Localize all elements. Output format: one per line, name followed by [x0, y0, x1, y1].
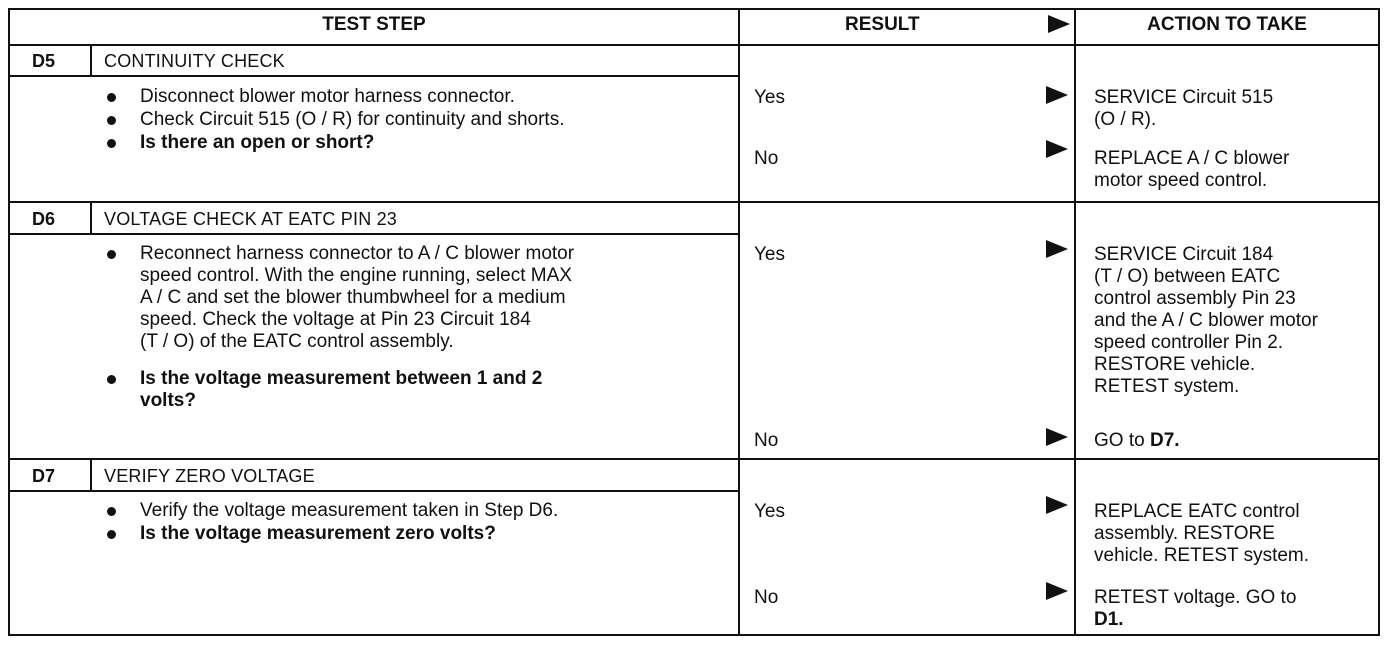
d5-result-no: No — [754, 148, 779, 169]
d6-result-yes: Yes — [754, 244, 785, 265]
d6-action-yes-line6: RESTORE vehicle. — [1094, 354, 1256, 375]
step-title-d5: CONTINUITY CHECK — [104, 51, 285, 71]
d7-action-yes — [1094, 501, 1309, 567]
d5-action-no — [1094, 148, 1289, 192]
arrow-icon — [1046, 428, 1068, 446]
d6-bullet-2-line1: Is the voltage measurement between 1 and 2 — [140, 368, 543, 389]
rule-result-action — [1074, 8, 1076, 636]
bullet-icon — [107, 139, 116, 148]
d5-action-yes-line1: SERVICE Circuit 515 — [1094, 87, 1274, 108]
rule-d5-bottom — [8, 201, 1380, 203]
arrow-icon — [1046, 86, 1068, 104]
step-id-d7: D7 — [32, 466, 56, 486]
d6-action-yes-line3: control assembly Pin 23 — [1094, 288, 1296, 309]
d7-action-no — [1094, 587, 1296, 631]
d7-action-no-line1: RETEST voltage. GO to — [1094, 587, 1297, 608]
rule-bottom — [8, 634, 1380, 636]
step-id-d5: D5 — [32, 51, 56, 71]
d6-action-yes-line7: RETEST system. — [1094, 376, 1240, 397]
d6-action-yes-line2: (T / O) between EATC — [1094, 266, 1281, 287]
rule-d6-bottom — [8, 458, 1380, 460]
d6-action-no-step-ref: D7. — [1149, 430, 1180, 451]
d5-bullet-1: Disconnect blower motor harness connector. — [140, 86, 515, 107]
d6-bullet-1-line2: speed control. With the engine running, select MAX — [140, 265, 572, 286]
rule-id-d7 — [90, 459, 92, 491]
bullet-icon — [107, 507, 116, 516]
arrow-icon — [1046, 140, 1068, 158]
d7-bullet-2: Is the voltage measurement zero volts? — [140, 523, 496, 544]
rule-left — [8, 8, 10, 636]
header-result: RESULT — [845, 14, 920, 35]
rule-top — [8, 8, 1380, 10]
bullet-icon — [107, 116, 116, 125]
bullet-icon — [107, 530, 116, 539]
arrow-icon — [1046, 240, 1068, 258]
rule-header-bottom — [8, 44, 1380, 46]
d6-bullet-1-line1: Reconnect harness connector to A / C blower motor — [140, 243, 575, 264]
d7-action-yes-line3: vehicle. RETEST system. — [1094, 545, 1310, 566]
rule-step-result — [738, 8, 740, 636]
step-title-d6: VOLTAGE CHECK AT EATC PIN 23 — [104, 209, 398, 229]
d7-action-no-step-ref: D1. — [1094, 609, 1124, 630]
header-test-step: TEST STEP — [322, 14, 426, 35]
bullet-icon — [107, 93, 116, 102]
arrow-icon — [1046, 496, 1068, 514]
d5-bullet-3: Is there an open or short? — [140, 132, 375, 153]
d6-action-yes-line4: and the A / C blower motor — [1094, 310, 1318, 331]
d5-action-yes-line2: (O / R). — [1094, 109, 1157, 130]
d7-action-yes-line1: REPLACE EATC control — [1094, 501, 1300, 522]
d6-bullet-1-line5: (T / O) of the EATC control assembly. — [140, 331, 454, 352]
d6-action-no-text: GO to — [1094, 430, 1150, 451]
d5-action-no-line2: motor speed control. — [1094, 170, 1268, 191]
d6-action-yes-line1: SERVICE Circuit 184 — [1094, 244, 1274, 265]
d7-result-no: No — [754, 587, 779, 608]
rule-id-d5 — [90, 45, 92, 76]
d6-result-no: No — [754, 430, 779, 451]
bullet-icon — [107, 250, 116, 259]
d7-action-yes-line2: assembly. RESTORE — [1094, 523, 1275, 544]
d5-action-no-line1: REPLACE A / C blower — [1094, 148, 1290, 169]
header-arrow-icon — [1048, 15, 1070, 33]
d7-bullet-1: Verify the voltage measurement taken in Step D6. — [140, 500, 559, 521]
d5-result-yes: Yes — [754, 87, 785, 108]
step-title-d7: VERIFY ZERO VOLTAGE — [104, 466, 315, 486]
d6-bullet-1-line3: A / C and set the blower thumbwheel for a medium — [140, 287, 566, 308]
d6-action-yes — [1094, 244, 1318, 398]
rule-d7-title — [8, 490, 738, 492]
header-action-to-take: ACTION TO TAKE — [1147, 14, 1307, 35]
d7-result-yes: Yes — [754, 501, 785, 522]
step-id-d6: D6 — [32, 209, 56, 229]
rule-d6-title — [8, 233, 738, 235]
bullet-icon — [107, 375, 116, 384]
d5-bullet-2: Check Circuit 515 (O / R) for continuity and shorts. — [140, 109, 565, 130]
d6-action-no — [1094, 430, 1180, 452]
d5-action-yes — [1094, 87, 1273, 131]
d6-bullet-2-line2: volts? — [140, 390, 196, 411]
d6-bullet-1-line4: speed. Check the voltage at Pin 23 Circuit 184 — [140, 309, 531, 330]
d6-bullet-2 — [140, 368, 542, 412]
d6-action-yes-line5: speed controller Pin 2. — [1094, 332, 1284, 353]
rule-right — [1378, 8, 1380, 636]
d6-bullet-1 — [140, 243, 574, 353]
arrow-icon — [1046, 582, 1068, 600]
rule-id-d6 — [90, 202, 92, 234]
rule-d5-title — [8, 75, 738, 77]
